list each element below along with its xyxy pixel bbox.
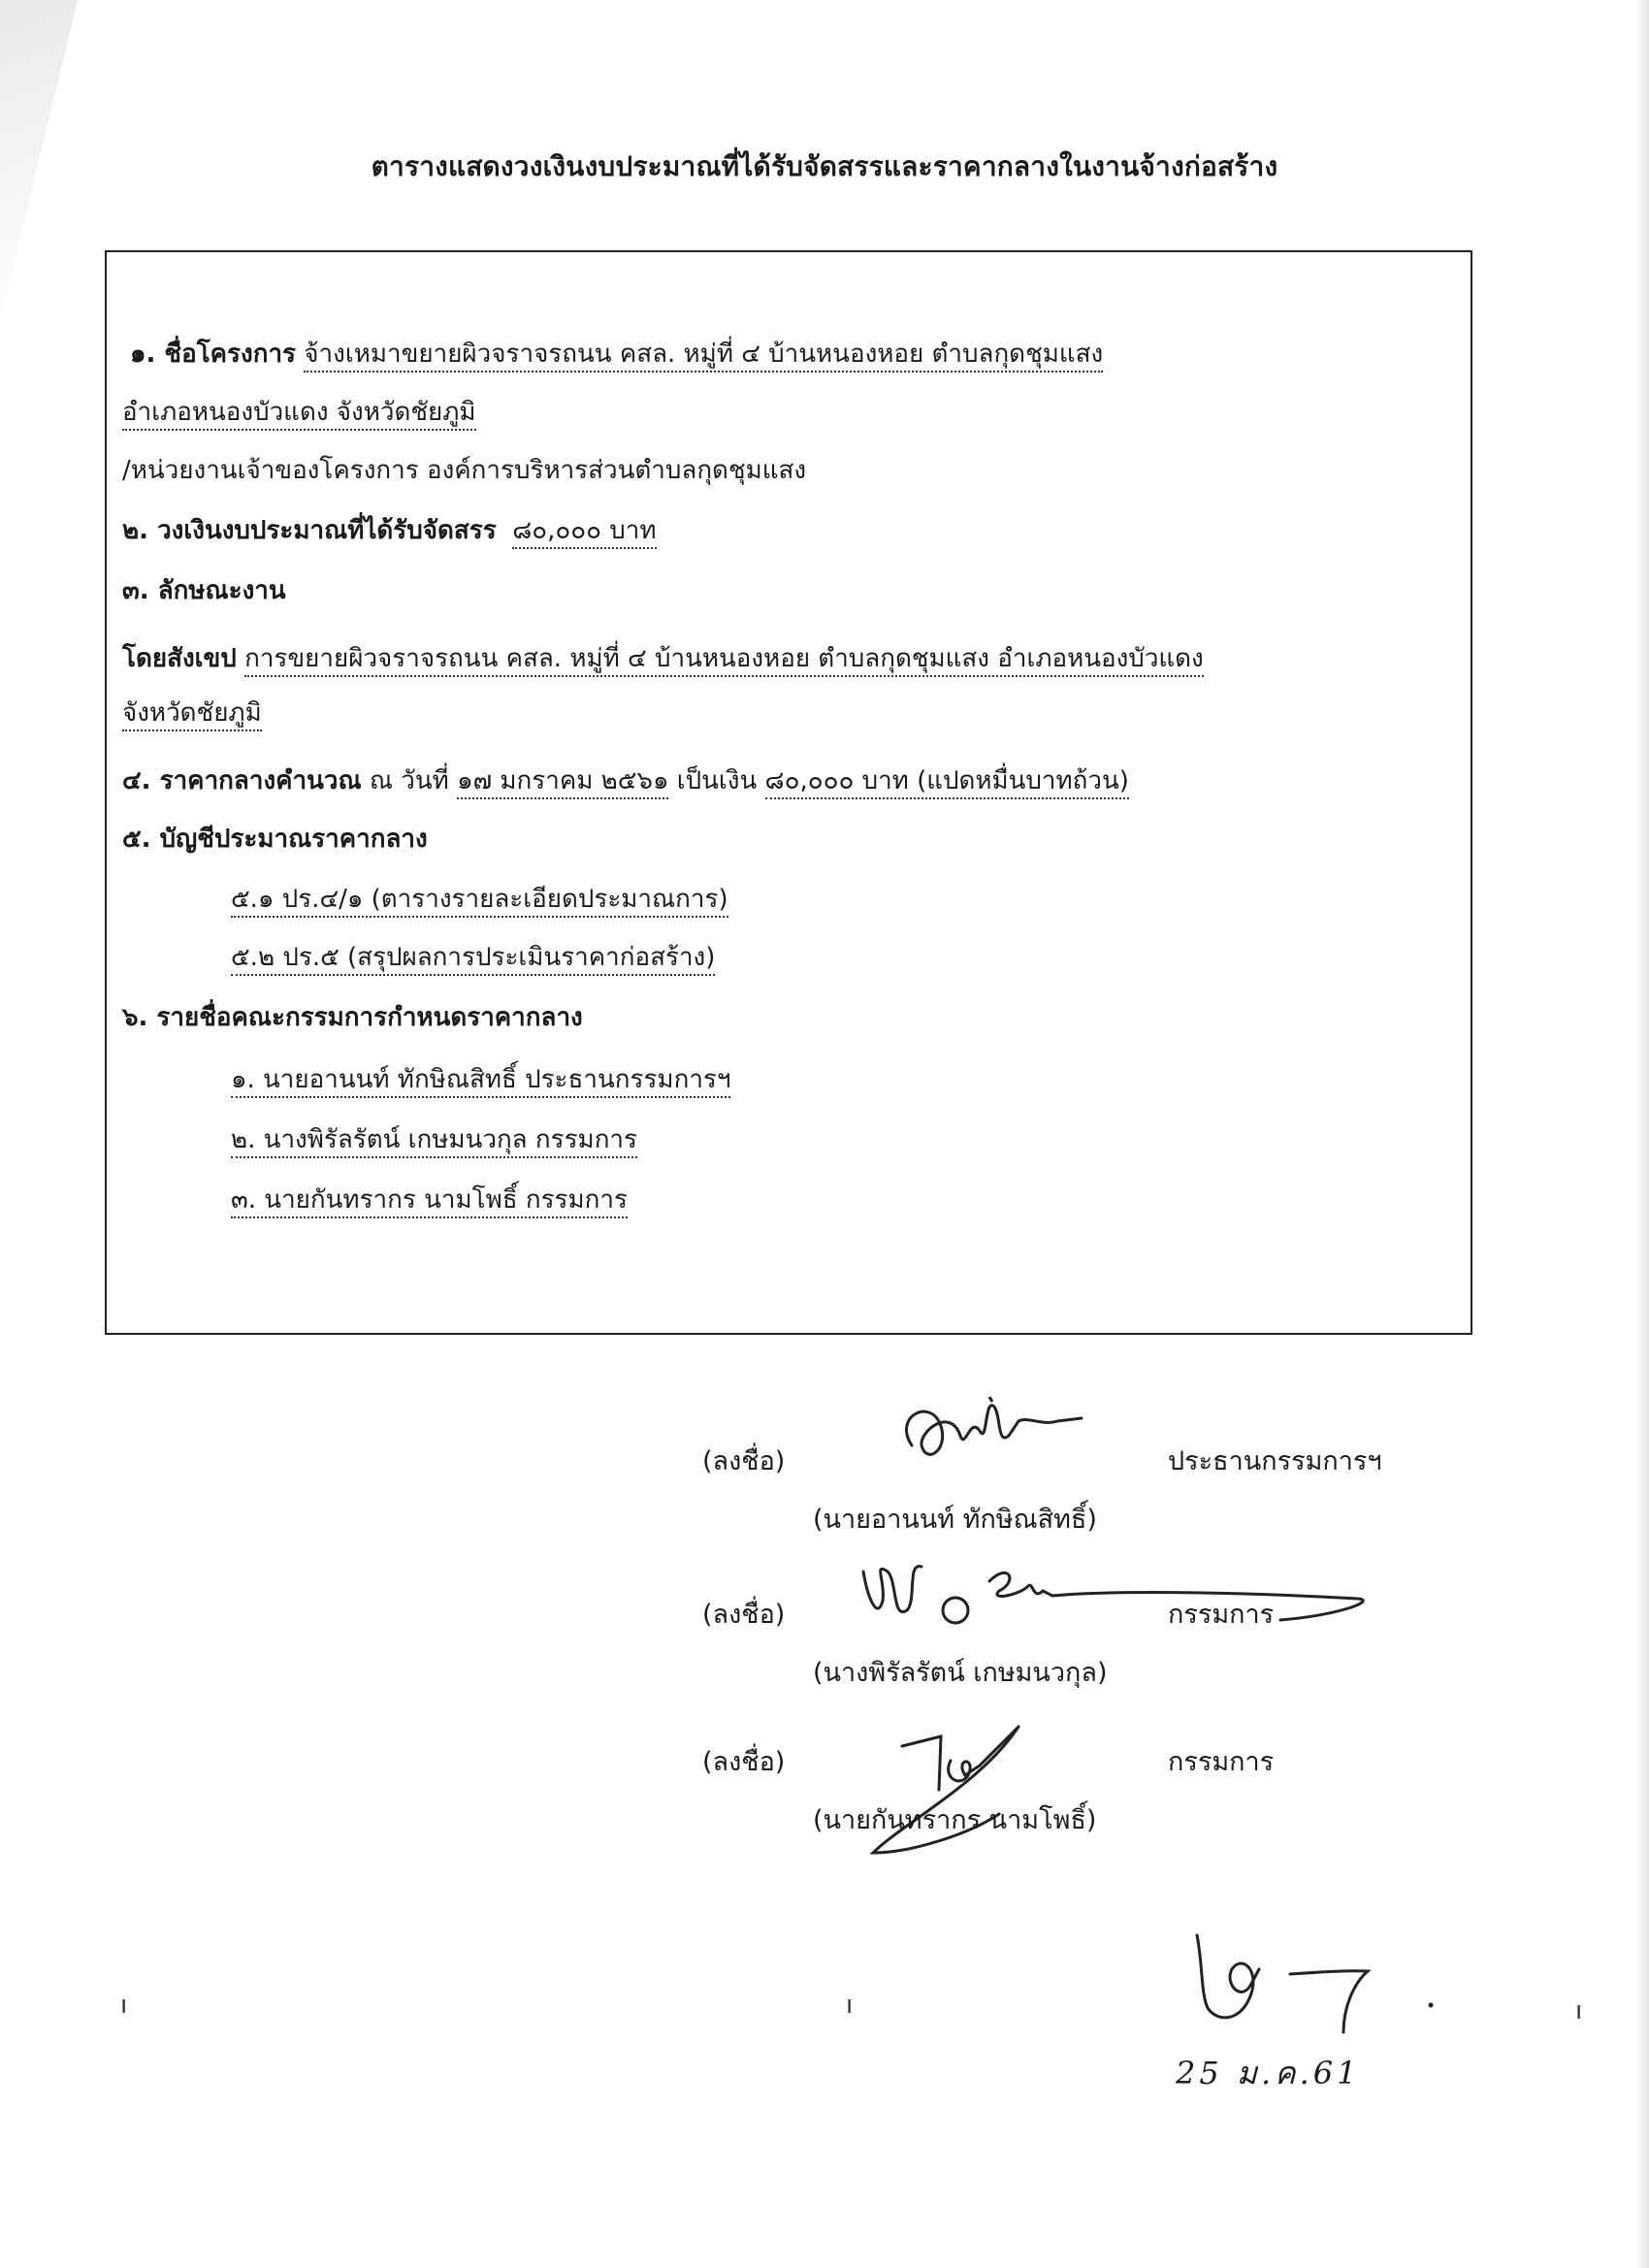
- as-amount-label: เป็นเงิน: [676, 766, 758, 795]
- sign-label: (ลงชื่อ): [702, 1446, 786, 1476]
- project-owner: /หน่วยงานเจ้าของโครงการ องค์การบริหารส่วนตำบลกุดชุมแสง: [122, 456, 807, 485]
- signer-name: (นางพิรัลรัตน์ เกษมนวกุล): [813, 1658, 1108, 1688]
- handwritten-date: 25 ม.ค.61: [1176, 2055, 1361, 2091]
- sign-role: กรรมการ: [1168, 1747, 1275, 1777]
- section5-label: ๕. บัญชีประมาณราคากลาง: [122, 825, 428, 854]
- on-date-label: ณ วันที่: [369, 766, 449, 795]
- section1-label: ๑. ชื่อโครงการ: [130, 340, 297, 369]
- committee-member: ๓. นายกันทรากร นามโพธิ์ กรรมการ: [231, 1187, 628, 1213]
- signature-chairman: [873, 1377, 1106, 1484]
- sign-label: (ลงชื่อ): [702, 1600, 786, 1630]
- committee-member: ๑. นายอานนท์ ทักษิณสิทธิ์ ประธานกรรมการฯ: [231, 1067, 730, 1092]
- signer-name: (นายกันทรากร นามโพธิ์): [813, 1805, 1097, 1835]
- sign-role: กรรมการ: [1168, 1600, 1275, 1630]
- scan-mark: ı: [846, 1991, 854, 2020]
- page-edge-shadow: [1635, 0, 1649, 2268]
- project-name: จ้างเหมาขยายผิวจราจรถนน คสล. หมู่ที่ ๔ บ้านหนองหอย ตำบลกุดชุมแสง: [304, 340, 1103, 373]
- document-title: ตารางแสดงวงเงินงบประมาณที่ได้รับจัดสรรและราคากลางในงานจ้างก่อสร้าง: [371, 150, 1278, 182]
- work-summary: การขยายผิวจราจรถนน คสล. หมู่ที่ ๔ บ้านหนองหอย ตำบลกุดชุมแสง อำเภอหนองบัวแดง: [244, 644, 1204, 677]
- calc-date: ๑๗ มกราคม ๒๕๖๑: [457, 766, 668, 799]
- budget-amount: ๘๐,๐๐๐ บาท: [512, 516, 656, 549]
- estimate-item: ๕.๒ ปร.๕ (สรุปผลการประเมินราคาก่อสร้าง): [231, 945, 715, 970]
- signer-name: (นายอานนท์ ทักษิณสิทธิ์): [813, 1505, 1097, 1535]
- section4-label: ๔. ราคากลางคำนวณ: [122, 766, 362, 795]
- section6-label: ๖. รายชื่อคณะกรรมการกำหนดราคากลาง: [122, 1003, 583, 1032]
- section3-summary-line: [122, 646, 1204, 671]
- section3-summary-line2: [122, 700, 262, 726]
- signature-member-2: [834, 1707, 1086, 1872]
- committee-member: ๒. นางพิรัลรัตน์ เกษมนวกุล กรรมการ: [231, 1127, 637, 1152]
- project-name-cont: อำเภอหนองบัวแดง จังหวัดชัยภูมิ: [122, 398, 476, 431]
- section1-line2: [122, 400, 476, 425]
- section3-label: ๓. ลักษณะงาน: [122, 576, 286, 605]
- summary-label: โดยสังเขป: [122, 644, 237, 673]
- section2-label: ๒. วงเงินงบประมาณที่ได้รับจัดสรร: [122, 516, 497, 545]
- median-price: ๘๐,๐๐๐ บาท (แปดหมื่นบาทถ้วน): [765, 766, 1129, 799]
- scan-mark: ı: [1575, 1996, 1583, 2025]
- estimate-item: ๕.๑ ปร.๔/๑ (ตารางรายละเอียดประมาณการ): [231, 887, 728, 912]
- section2-line: [122, 518, 657, 543]
- signature-member-1: [854, 1542, 1377, 1649]
- scan-mark: ı: [120, 1991, 128, 2020]
- section4-line: [122, 768, 1129, 794]
- sign-role: ประธานกรรมการฯ: [1168, 1446, 1382, 1476]
- section1-line: [130, 341, 1103, 367]
- sign-label: (ลงชื่อ): [702, 1747, 786, 1777]
- work-summary-cont: จังหวัดชัยภูมิ: [122, 698, 262, 731]
